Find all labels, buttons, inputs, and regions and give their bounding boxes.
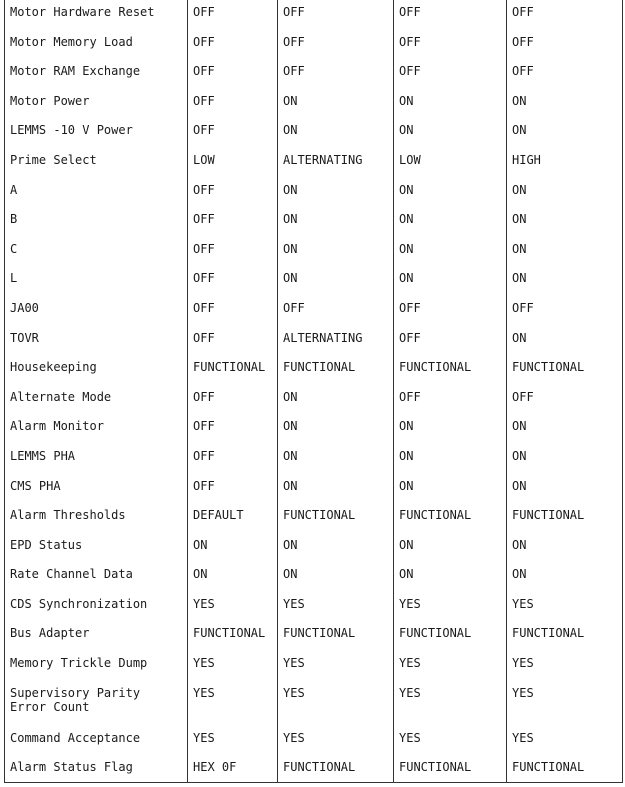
value-cell: ON [394, 442, 507, 472]
value-cell: FUNCTIONAL [394, 619, 507, 649]
row-label-cell: EPD Status [5, 531, 188, 561]
value-cell: FUNCTIONAL [278, 619, 394, 649]
row-label-cell: Alarm Thresholds [5, 501, 188, 531]
value-cell: YES [278, 649, 394, 679]
value-cell: OFF [507, 57, 623, 87]
value-cell: FUNCTIONAL [394, 353, 507, 383]
value-cell: OFF [188, 472, 278, 502]
value-cell: ALTERNATING [278, 146, 394, 176]
value-cell: YES [394, 590, 507, 620]
value-cell: FUNCTIONAL [278, 501, 394, 531]
value-cell: ON [394, 176, 507, 206]
row-label-cell: Motor RAM Exchange [5, 57, 188, 87]
value-cell: ON [507, 324, 623, 354]
table-row [5, 753, 623, 783]
row-label-cell: Bus Adapter [5, 619, 188, 649]
row-label-cell: Motor Memory Load [5, 28, 188, 58]
value-cell: FUNCTIONAL [507, 353, 623, 383]
value-cell: OFF [394, 294, 507, 324]
value-cell: ON [278, 383, 394, 413]
row-label-cell: Rate Channel Data [5, 560, 188, 590]
value-cell: ON [394, 412, 507, 442]
value-cell: ON [278, 176, 394, 206]
value-cell: OFF [188, 442, 278, 472]
row-label-cell: Command Acceptance [5, 724, 188, 754]
value-cell: OFF [188, 57, 278, 87]
value-cell: YES [188, 679, 278, 724]
table-row [5, 264, 623, 294]
value-cell: FUNCTIONAL [188, 619, 278, 649]
table-row [5, 501, 623, 531]
value-cell: FUNCTIONAL [507, 753, 623, 783]
row-label-cell: Memory Trickle Dump [5, 649, 188, 679]
value-cell: OFF [507, 28, 623, 58]
value-cell: YES [507, 724, 623, 754]
value-cell: ON [507, 560, 623, 590]
value-cell: OFF [188, 235, 278, 265]
value-cell: OFF [394, 0, 507, 28]
value-cell: FUNCTIONAL [507, 501, 623, 531]
table-row [5, 205, 623, 235]
value-cell: OFF [394, 28, 507, 58]
value-cell: ON [394, 560, 507, 590]
row-label-cell: LEMMS PHA [5, 442, 188, 472]
table-row [5, 353, 623, 383]
value-cell: ON [507, 442, 623, 472]
table-row [5, 590, 623, 620]
row-label-cell: Housekeeping [5, 353, 188, 383]
value-cell: OFF [278, 28, 394, 58]
value-cell: ALTERNATING [278, 324, 394, 354]
value-cell: OFF [507, 294, 623, 324]
value-cell: YES [507, 590, 623, 620]
value-cell: ON [278, 560, 394, 590]
value-cell: OFF [394, 383, 507, 413]
value-cell: ON [278, 472, 394, 502]
value-cell: FUNCTIONAL [394, 753, 507, 783]
value-cell: DEFAULT [188, 501, 278, 531]
value-cell: ON [507, 176, 623, 206]
value-cell: YES [394, 679, 507, 724]
table-row [5, 619, 623, 649]
value-cell: ON [394, 116, 507, 146]
table-body [5, 0, 623, 783]
value-cell: OFF [188, 294, 278, 324]
value-cell: FUNCTIONAL [278, 753, 394, 783]
row-label-cell: Supervisory Parity Error Count [5, 679, 188, 724]
table-row [5, 679, 623, 724]
value-cell: ON [278, 87, 394, 117]
value-cell: OFF [188, 116, 278, 146]
row-label-cell: Alarm Monitor [5, 412, 188, 442]
table-row [5, 442, 623, 472]
row-label-cell: Alarm Status Flag [5, 753, 188, 783]
row-label-cell: Prime Select [5, 146, 188, 176]
table-row [5, 0, 623, 28]
value-cell: ON [507, 264, 623, 294]
value-cell: ON [394, 235, 507, 265]
value-cell: YES [278, 590, 394, 620]
value-cell: OFF [188, 205, 278, 235]
value-cell: ON [507, 116, 623, 146]
row-label-cell: LEMMS -10 V Power [5, 116, 188, 146]
value-cell: ON [507, 87, 623, 117]
value-cell: FUNCTIONAL [278, 353, 394, 383]
row-label-cell: JA00 [5, 294, 188, 324]
value-cell: OFF [188, 28, 278, 58]
table-row [5, 176, 623, 206]
value-cell: ON [507, 472, 623, 502]
table-row [5, 724, 623, 754]
value-cell: FUNCTIONAL [507, 619, 623, 649]
value-cell: ON [394, 531, 507, 561]
table-row [5, 28, 623, 58]
value-cell: YES [507, 649, 623, 679]
table-row [5, 383, 623, 413]
row-label-cell: CMS PHA [5, 472, 188, 502]
value-cell: OFF [188, 264, 278, 294]
value-cell: ON [507, 205, 623, 235]
row-label-cell: Motor Power [5, 87, 188, 117]
table-row [5, 235, 623, 265]
value-cell: ON [394, 205, 507, 235]
value-cell: OFF [278, 57, 394, 87]
value-cell: ON [278, 205, 394, 235]
row-label-cell: B [5, 205, 188, 235]
value-cell: ON [394, 264, 507, 294]
value-cell: FUNCTIONAL [394, 501, 507, 531]
value-cell: OFF [188, 412, 278, 442]
row-label-cell: L [5, 264, 188, 294]
row-label-cell: C [5, 235, 188, 265]
value-cell: ON [278, 531, 394, 561]
row-label-cell: TOVR [5, 324, 188, 354]
value-cell: ON [188, 560, 278, 590]
value-cell: OFF [278, 294, 394, 324]
table-row [5, 57, 623, 87]
value-cell: YES [507, 679, 623, 724]
value-cell: OFF [394, 57, 507, 87]
value-cell: ON [507, 531, 623, 561]
value-cell: ON [278, 264, 394, 294]
row-label-cell: Motor Hardware Reset [5, 0, 188, 28]
value-cell: ON [278, 235, 394, 265]
value-cell: OFF [507, 383, 623, 413]
value-cell: YES [188, 590, 278, 620]
value-cell: ON [278, 412, 394, 442]
table-row [5, 412, 623, 442]
value-cell: OFF [188, 87, 278, 117]
value-cell: LOW [188, 146, 278, 176]
value-cell: OFF [188, 324, 278, 354]
table-row [5, 531, 623, 561]
table-row [5, 87, 623, 117]
table-row [5, 146, 623, 176]
table-row [5, 116, 623, 146]
table-row [5, 324, 623, 354]
table-row [5, 472, 623, 502]
value-cell: YES [188, 649, 278, 679]
row-label-cell: CDS Synchronization [5, 590, 188, 620]
value-cell: OFF [394, 324, 507, 354]
value-cell: ON [278, 442, 394, 472]
value-cell: ON [278, 116, 394, 146]
value-cell: ON [507, 412, 623, 442]
value-cell: OFF [188, 383, 278, 413]
table-row [5, 294, 623, 324]
value-cell: YES [394, 649, 507, 679]
value-cell: YES [278, 724, 394, 754]
value-cell: OFF [278, 0, 394, 28]
value-cell: HIGH [507, 146, 623, 176]
value-cell: ON [188, 531, 278, 561]
value-cell: YES [278, 679, 394, 724]
table-row [5, 560, 623, 590]
value-cell: YES [188, 724, 278, 754]
value-cell: ON [394, 472, 507, 502]
value-cell: OFF [507, 0, 623, 28]
value-cell: ON [507, 235, 623, 265]
value-cell: OFF [188, 176, 278, 206]
value-cell: OFF [188, 0, 278, 28]
value-cell: YES [394, 724, 507, 754]
row-label-cell: A [5, 176, 188, 206]
value-cell: LOW [394, 146, 507, 176]
value-cell: FUNCTIONAL [188, 353, 278, 383]
value-cell: ON [394, 87, 507, 117]
status-table [4, 0, 623, 783]
value-cell: HEX 0F [188, 753, 278, 783]
table-row [5, 649, 623, 679]
row-label-cell: Alternate Mode [5, 383, 188, 413]
